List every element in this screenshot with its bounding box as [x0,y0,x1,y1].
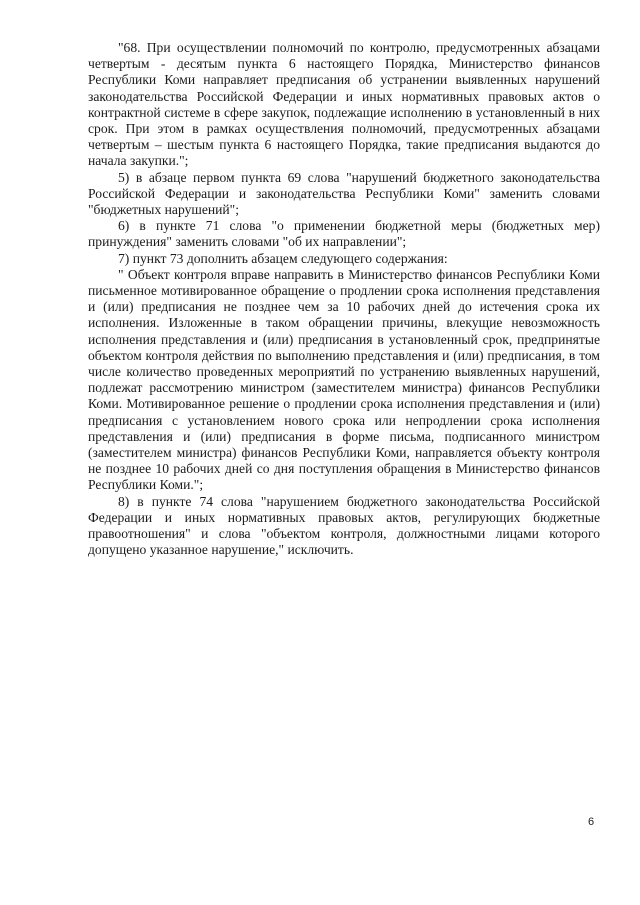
paragraph-subitem-7: 7) пункт 73 дополнить абзацем следующего содержания: [118,250,448,266]
paragraph-item-68: "68. При осуществлении полномочий по контролю, предусмотренных абзацами четвертым - десятым пункта 6 настоящего Порядка, Министерство финансов Республики Коми направляет предписания об устранении выявленных нарушений законодательства Российской Федерации и иных нормативных правовых актов о контрактной системе в сфере закупок, подлежащие исполнению в установленный в них срок. При этом в рамках осуществления полномочий, предусмотренных абзацами четвертым – шестым пункта 6 настоящего Порядка, такие предписания выдаются до начала закупки."; [88,40,600,169]
paragraph-subitem-5: 5) в абзаце первом пункта 69 слова "нарушений бюджетного законодательства Российской Федерации и законодательства Республики Коми" заменить словами "бюджетных нарушений"; [88,169,600,218]
document-body [88,40,600,559]
page-number: 6 [588,816,595,828]
paragraph-quoted-addition: " Объект контроля вправе направить в Министерство финансов Республики Коми письменное мотивированное обращение о продлении срока исполнения представления и (или) предписания не позднее чем за 10 рабочих дней до истечения срока их исполнения. Изложенные в таком обращении причины, влекущие невозможность исполнения представления и (или) предписания в установленный срок, предпринятые объектом контроля действия по выполнению представления и (или) предписания, в том числе количество проведенных мероприятий по устранению выявленных нарушений, подлежат рассмотрению министром (заместителем министра) финансов Республики Коми. Мотивированное решение о продлении срока исполнения представления и (или) предписания с установлением нового срока или непродлении срока исполнения представления и (или) предписания в форме письма, подписанного министром (заместителем министра) финансов Республики Коми, направляется объекту контроля не позднее 10 рабочих дней со дня поступления обращения в Министерство финансов Республики Коми."; [88,266,600,493]
paragraph-subitem-6: 6) в пункте 71 слова "о применении бюджетной меры (бюджетных мер) принуждения" заменить словами "об их направлении"; [88,218,600,250]
paragraph-subitem-8: 8) в пункте 74 слова "нарушением бюджетного законодательства Российской Федерации и иных нормативных правовых актов, регулирующих бюджетные правоотношения" и слова "объектом контроля, должностными лицами которого допущено указанное нарушение," исключить. [88,493,600,558]
